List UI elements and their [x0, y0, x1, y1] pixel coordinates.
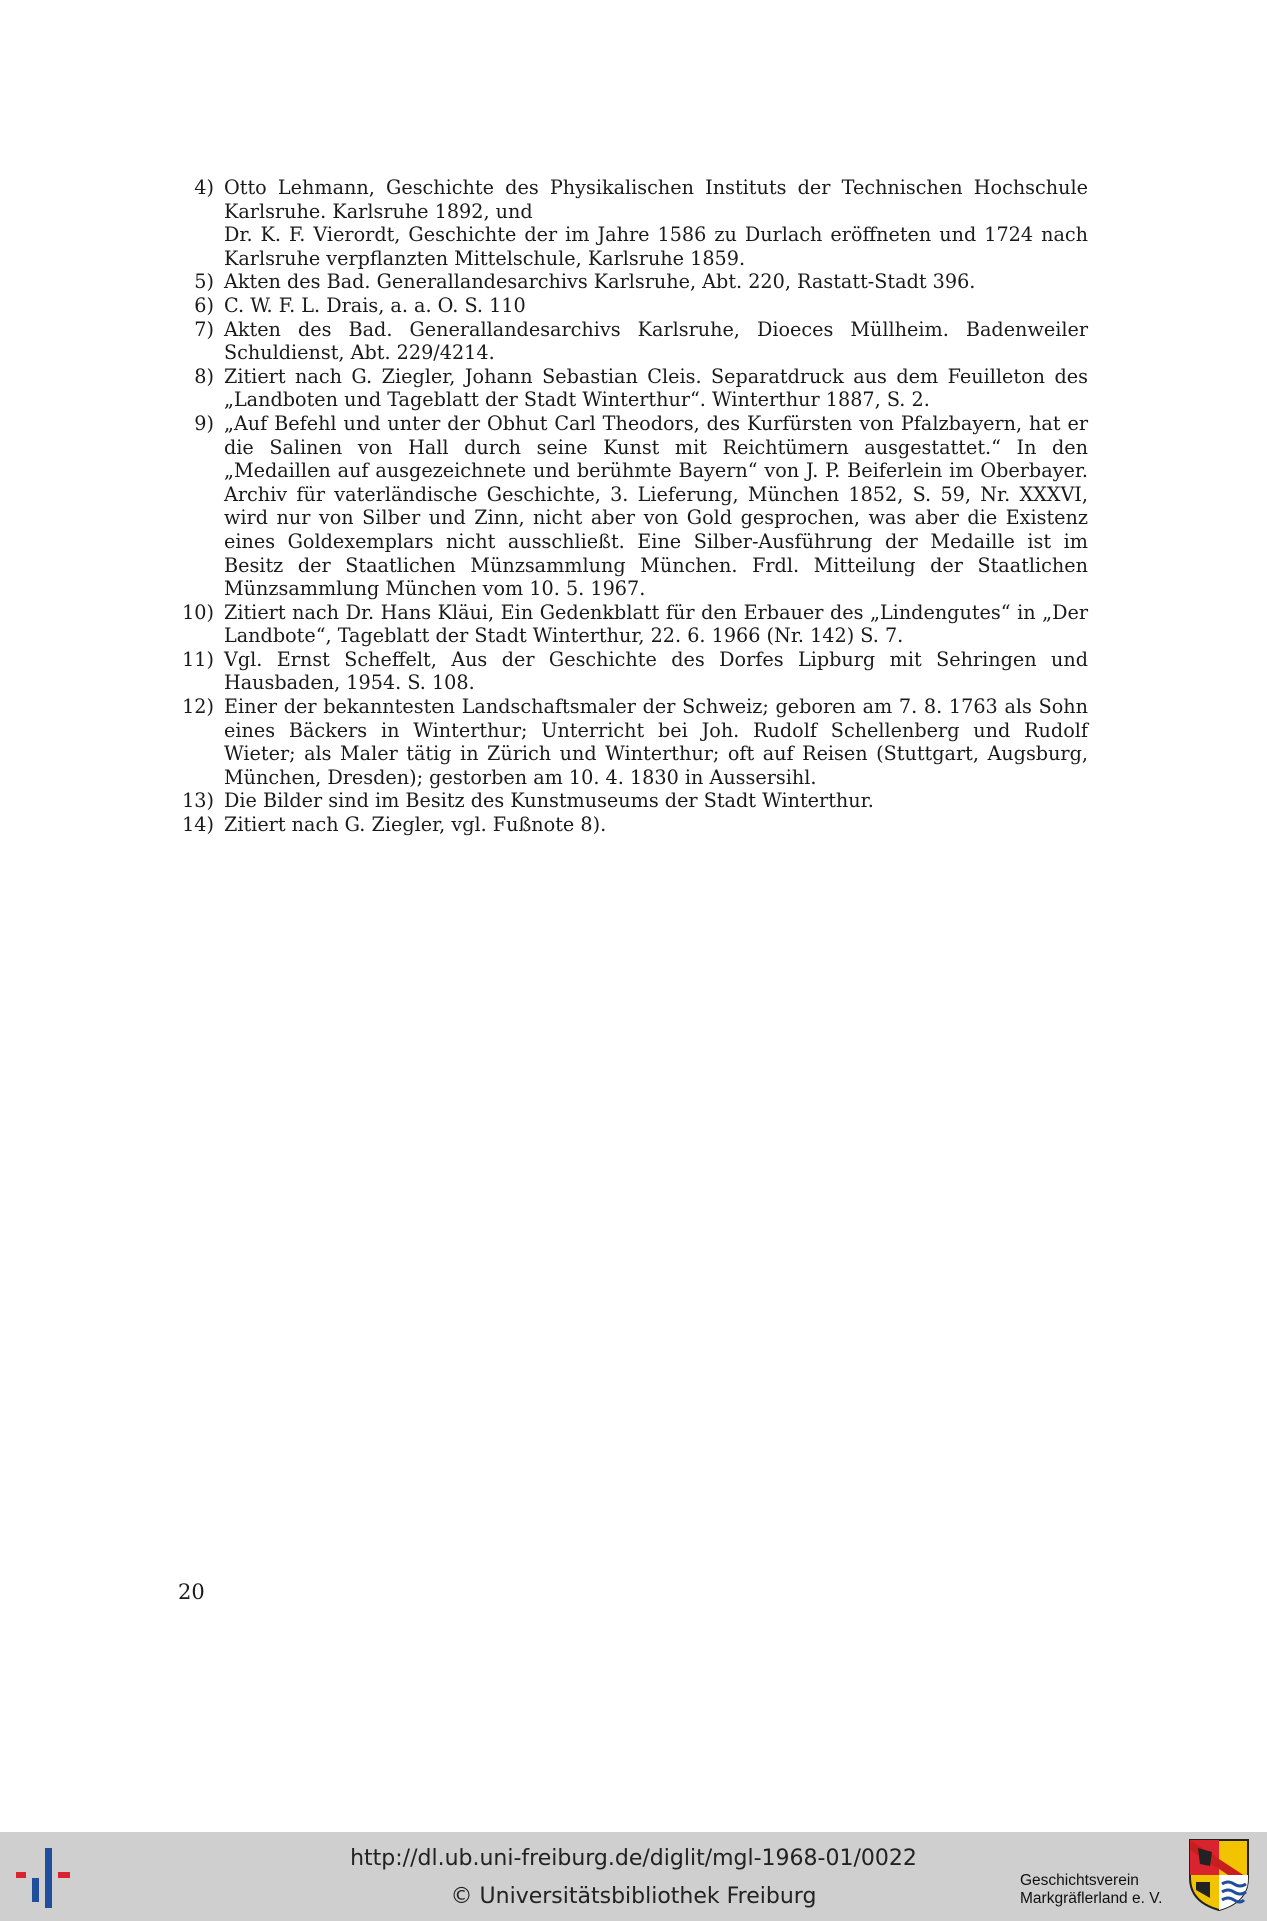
footnote: [178, 176, 1088, 270]
footnote-number: 6): [194, 293, 214, 317]
society-name-line1: Geschichtsverein: [1020, 1872, 1139, 1889]
logo-bar-blue-short: [32, 1878, 39, 1902]
footnote-number: 11): [182, 647, 214, 671]
ub-freiburg-logo-icon[interactable]: [16, 1842, 80, 1910]
footnote-text: Zitiert nach G. Ziegler, vgl. Fußnote 8).: [224, 813, 607, 837]
footnote: [178, 365, 1088, 412]
footnote-number: 4): [194, 176, 214, 199]
copyright-notice: © Universitätsbibliothek Freiburg: [450, 1884, 817, 1909]
footnote-text: Die Bilder sind im Besitz des Kunstmuseums der Stadt Winterthur.: [224, 789, 874, 813]
footnote-text: Zitiert nach G. Ziegler, Johann Sebastian Cleis. Separatdruck aus dem Feuilleton des „Landboten und Tageblatt der Stadt Winterthur“. Winterthur 1887, S. 2.: [224, 364, 1088, 412]
footnote-text: Einer der bekanntesten Landschaftsmaler der Schweiz; geboren am 7. 8. 1763 als Sohn eines Bäckers in Winterthur; Unterricht bei Joh. Rudolf Schellenberg und Rudolf Wieter; als Maler tätig in Zürich und Winterthur; oft auf Reisen (Stuttgart, Augsburg, München, Dresden); gestorben am 10. 4. 1830 in Aussersihl.: [224, 695, 1088, 789]
coat-of-arms-icon: [1188, 1838, 1250, 1912]
society-name-line2: Markgräflerland e. V.: [1020, 1890, 1163, 1907]
footnote-number: 5): [194, 270, 214, 294]
footnote: [178, 270, 1088, 294]
permalink-url[interactable]: http://dl.ub.uni-freiburg.de/diglit/mgl-1968-01/0022: [350, 1846, 917, 1871]
footnote-number: 8): [194, 364, 214, 388]
footnote-text: „Auf Befehl und unter der Obhut Carl Theodors, des Kurfürsten von Pfalzbayern, hat er die Salinen von Hall durch seine Kunst mit Reichtümern ausgestattet.“ In den „Medaillen auf ausgezeichnete und berühmte Bayern“ von J. P. Beiferlein im Oberbayer. Archiv für vaterländische Geschichte, 3. Lieferung, München 1852, S. 59, Nr. XXXVI, wird nur von Silber und Zinn, nicht aber von Gold gesprochen, was aber die Existenz eines Goldexemplars nicht ausschließt. Eine Silber-Ausführung der Medaille ist im Besitz der Staatlichen Münzsammlung München. Frdl. Mitteilung der Staatlichen Münzsammlung München vom 10. 5. 1967.: [224, 411, 1088, 601]
footnote-list: [178, 176, 1088, 837]
footnote: [178, 789, 1088, 813]
page-number: 20: [178, 1580, 205, 1604]
footnote: [178, 294, 1088, 318]
footnote-text: Akten des Bad. Generallandesarchivs Karlsruhe, Abt. 220, Rastatt-Stadt 396.: [224, 270, 976, 294]
footnote-number: 12): [182, 695, 214, 719]
footnote-number: 13): [182, 789, 214, 813]
footnote: [178, 601, 1088, 648]
logo-bar-red-left: [16, 1872, 26, 1878]
footnote-number: 7): [194, 317, 214, 341]
footnote: [178, 318, 1088, 365]
footnote-text: Zitiert nach Dr. Hans Kläui, Ein Gedenkblatt für den Erbauer des „Lindengutes“ in „Der Landbote“, Tageblatt der Stadt Winterthur, 22. 6. 1966 (Nr. 142) S. 7.: [224, 600, 1088, 648]
footnote-text: C. W. F. L. Drais, a. a. O. S. 110: [224, 293, 526, 317]
society-name: [1020, 1872, 1162, 1908]
logo-bar-blue-tall: [45, 1848, 52, 1908]
footnote-number: 9): [194, 411, 214, 435]
footnote-text: Akten des Bad. Generallandesarchivs Karlsruhe, Dioeces Müllheim. Badenweiler Schuldienst, Abt. 229/4214.: [224, 317, 1088, 365]
footnote-number: 14): [182, 813, 214, 837]
footnote-text: Vgl. Ernst Scheffelt, Aus der Geschichte des Dorfes Lipburg mit Sehringen und Hausbaden, 1954. S. 108.: [224, 647, 1088, 695]
footnote: [178, 695, 1088, 789]
logo-bar-red-right: [58, 1872, 70, 1878]
footnote: [178, 412, 1088, 601]
footnote-text-continued: Dr. K. F. Vierordt, Geschichte der im Jahre 1586 zu Durlach eröffneten und 1724 nach Karlsruhe verpflanzten Mittelschule, Karlsruhe 1859.: [224, 223, 1088, 270]
footnote-number: 10): [182, 600, 214, 624]
footnote: [178, 648, 1088, 695]
footnote: [178, 813, 1088, 837]
footnote-text: Otto Lehmann, Geschichte des Physikalischen Instituts der Technischen Hochschule Karlsruhe. Karlsruhe 1892, und: [224, 176, 1088, 223]
